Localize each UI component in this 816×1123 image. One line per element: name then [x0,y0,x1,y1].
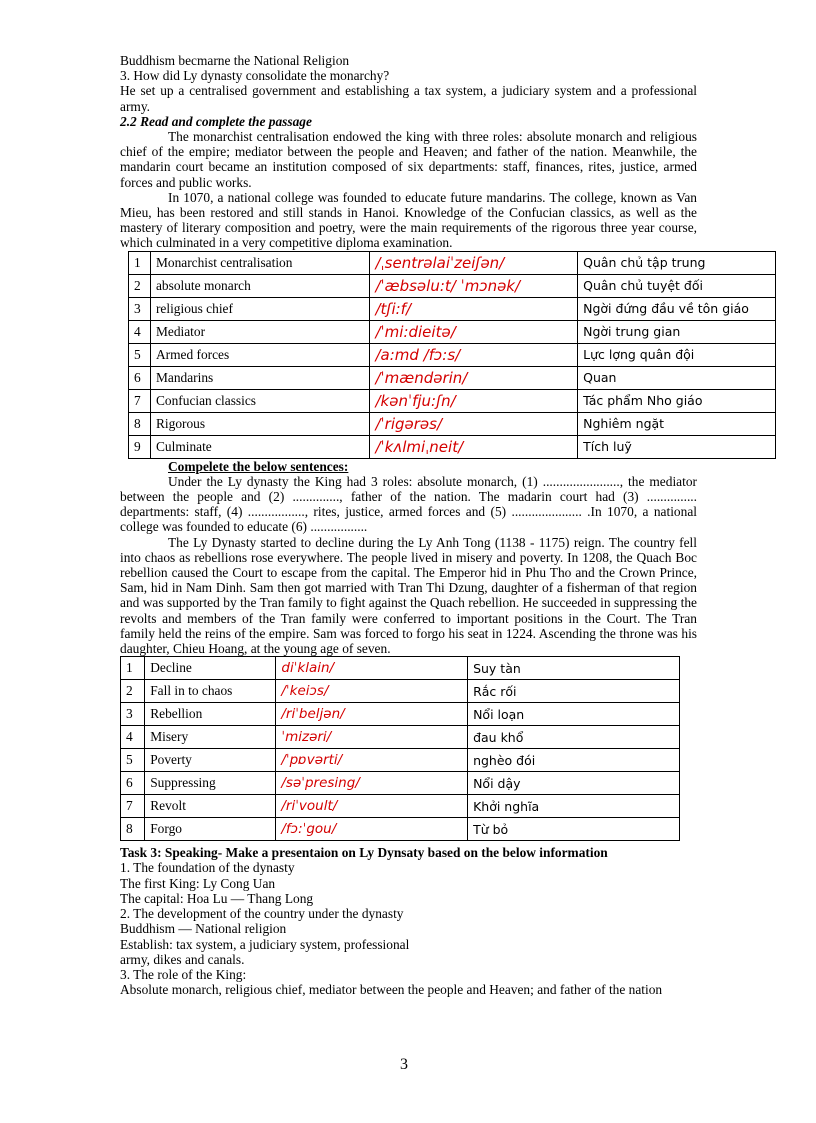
complete-heading: Compelete the below sentences: [168,458,349,474]
row-number: 5 [121,749,145,772]
table-row [129,274,776,297]
vocab-ipa: /a:md /fɔ:s/ [370,343,578,366]
vocab-word: Rebellion [145,703,276,726]
table-row [121,795,680,818]
vocab-word: Mediator [150,320,370,343]
table-row [121,657,680,680]
row-number: 2 [121,680,145,703]
vocab-meaning: Nổi dậy [468,772,680,795]
vocab-ipa: /ˈrigərəs/ [370,412,578,435]
table-row [121,749,680,772]
vocab-meaning: Quan [578,366,776,389]
vocab-ipa: /ˌsentrəlaiˈzeiʃən/ [370,251,578,274]
vocabulary-table-1 [128,251,776,459]
row-number: 3 [121,703,145,726]
table-row [129,320,776,343]
vocab-meaning: Lực lợng quân đội [578,343,776,366]
vocab-ipa: /riˈbeljən/ [276,703,468,726]
vocab-meaning: Tích luỹ [578,435,776,458]
vocab-ipa: /ˈæbsəlu:t/ ˈmɔnək/ [370,274,578,297]
vocab-word: Forgo [145,818,276,841]
vocab-word: Monarchist centralisation [150,251,370,274]
passage-paragraph-1: The monarchist centralisation endowed the king with three roles: absolute monarch and religious chief of the empire; mediator between the people and Heaven; and father of the nation. Meanwhile, the mandarin court became an institution composed of six departments: staff, finances, rites, justice, armed forces and public works. [120,129,697,190]
table-row [129,389,776,412]
vocab-word: Culminate [150,435,370,458]
row-number: 1 [129,251,151,274]
vocab-meaning: Suy tàn [468,657,680,680]
row-number: 8 [129,412,151,435]
vocab-word: Misery [145,726,276,749]
table-row [121,680,680,703]
table-row [121,703,680,726]
table-row [129,297,776,320]
vocab-ipa: /tʃi:f/ [370,297,578,320]
table-row [129,435,776,458]
vocab-meaning: đau khổ [468,726,680,749]
row-number: 5 [129,343,151,366]
vocab-ipa: ˈmizəri/ [276,726,468,749]
vocab-ipa: diˈklain/ [276,657,468,680]
vocab-word: Confucian classics [150,389,370,412]
row-number: 1 [121,657,145,680]
table-row [121,772,680,795]
vocab-meaning: Quân chủ tập trung [578,251,776,274]
vocab-meaning: nghèo đói [468,749,680,772]
task3-line: 1. The foundation of the dynasty [120,860,295,876]
vocab-meaning: Từ bỏ [468,818,680,841]
task3-line: Establish: tax system, a judiciary system, professional [120,936,410,952]
task3-line: Buddhism — National religion [120,921,287,937]
vocab-word: Decline [145,657,276,680]
vocab-meaning: Ngời đứng đầu về tôn giáo [578,297,776,320]
task3-line: 2. The development of the country under the dynasty [120,906,404,922]
table-row [129,343,776,366]
vocab-ipa: /ˈkeiɔs/ [276,680,468,703]
vocab-word: religious chief [150,297,370,320]
row-number: 8 [121,818,145,841]
page-number: 3 [400,1056,408,1073]
vocab-meaning: Rắc rối [468,680,680,703]
vocab-word: Fall in to chaos [145,680,276,703]
vocab-ipa: /fɔ:ˈgou/ [276,818,468,841]
vocab-meaning: Nổi loạn [468,703,680,726]
intro-line: Buddhism becmarne the National Religion [120,53,350,68]
vocab-meaning: Quân chủ tuyệt đối [578,274,776,297]
vocab-word: Poverty [145,749,276,772]
row-number: 7 [121,795,145,818]
vocab-meaning: Khởi nghĩa [468,795,680,818]
vocab-ipa: /kənˈfju:ʃn/ [370,389,578,412]
task3-line: The first King: Ly Cong Uan [120,875,276,891]
vocab-ipa: /ˈpɒvərti/ [276,749,468,772]
row-number: 4 [121,726,145,749]
vocab-meaning: Tác phẩm Nho giáo [578,389,776,412]
task3-line: Absolute monarch, religious chief, mediator between the people and Heaven; and father of the nation [120,982,663,998]
vocab-word: Rigorous [150,412,370,435]
complete-paragraph-1: Under the Ly dynasty the King had 3 roles: absolute monarch, (1) ......................., the mediator between the people and (2) .............., father of the nation. The madarin court had (3) ............... departments: staff, (4) ................., rites, justice, armed forces and (5) ..................... .In 1070, a national college was founded to educate (6) ................. [120,473,697,535]
row-number: 7 [129,389,151,412]
section-heading: 2.2 Read and complete the passage [120,113,312,129]
vocab-meaning: Ngời trung gian [578,320,776,343]
task3-list [120,860,697,997]
passage-paragraph-2: In 1070, a national college was founded to educate future mandarins. The college, known as Van Mieu, has been restored and still stands in Hanoi. Knowledge of the Confucian classics, as well as the mastery of literary composition and poetry, were the main requirements of the rigorous three year course, which culminated in a very competitive diploma examination. [120,189,697,251]
table-row [129,251,776,274]
row-number: 6 [121,772,145,795]
row-number: 6 [129,366,151,389]
vocab-word: absolute monarch [150,274,370,297]
row-number: 3 [129,297,151,320]
complete-paragraph-2: The Ly Dynasty started to decline during the Ly Anh Tong (1138 - 1175) reign. The country fell into chaos as rebellions rose everywhere. The people lived in misery and poverty. In 1208, the Quach Boc rebellion caused the Court to escape from the capital. The Emperor hid in Phu Tho and the Crown Prince, Sam, hid in Nam Dinh. Sam then got married with Tran Thi Dzung, daughter of a fisherman of that region and was supported by the Tran family to fight against the Quach rebellion. He succeeded in suppressing the revolts and members of the Tran family were conferred to important positions in the Court. The Tran family held the reins of the empire. Sam was forced to forgo his seat in 1224. Ascending the throne was his daughter, Chieu Hoang, at the young age of seven. [120,534,697,657]
vocab-ipa: /riˈvoult/ [276,795,468,818]
vocab-ipa: /ˈmi:dieitə/ [370,320,578,343]
row-number: 9 [129,435,151,458]
task3-line: army, dikes and canals. [120,951,245,967]
row-number: 4 [129,320,151,343]
task3-heading: Task 3: Speaking- Make a presentaion on Ly Dynsaty based on the below information [120,845,608,861]
table-row [129,412,776,435]
vocab-ipa: /səˈpresing/ [276,772,468,795]
task3-line: 3. The role of the King: [120,966,247,982]
vocab-meaning: Nghiêm ngặt [578,412,776,435]
question-3: 3. How did Ly dynasty consolidate the monarchy? [120,68,390,84]
table-row [121,818,680,841]
vocab-word: Armed forces [150,343,370,366]
vocab-word: Suppressing [145,772,276,795]
vocab-ipa: /ˈkʌlmiˌneit/ [370,435,578,458]
vocab-ipa: /ˈmændərin/ [370,366,578,389]
vocab-word: Revolt [145,795,276,818]
task3-line: The capital: Hoa Lu — Thang Long [120,890,314,906]
row-number: 2 [129,274,151,297]
table-row [121,726,680,749]
document-page [120,53,749,998]
vocab-word: Mandarins [150,366,370,389]
table-row [129,366,776,389]
answer-3: He set up a centralised government and establishing a tax system, a judiciary system and a professional army. [120,83,697,114]
vocabulary-table-2 [120,656,680,841]
